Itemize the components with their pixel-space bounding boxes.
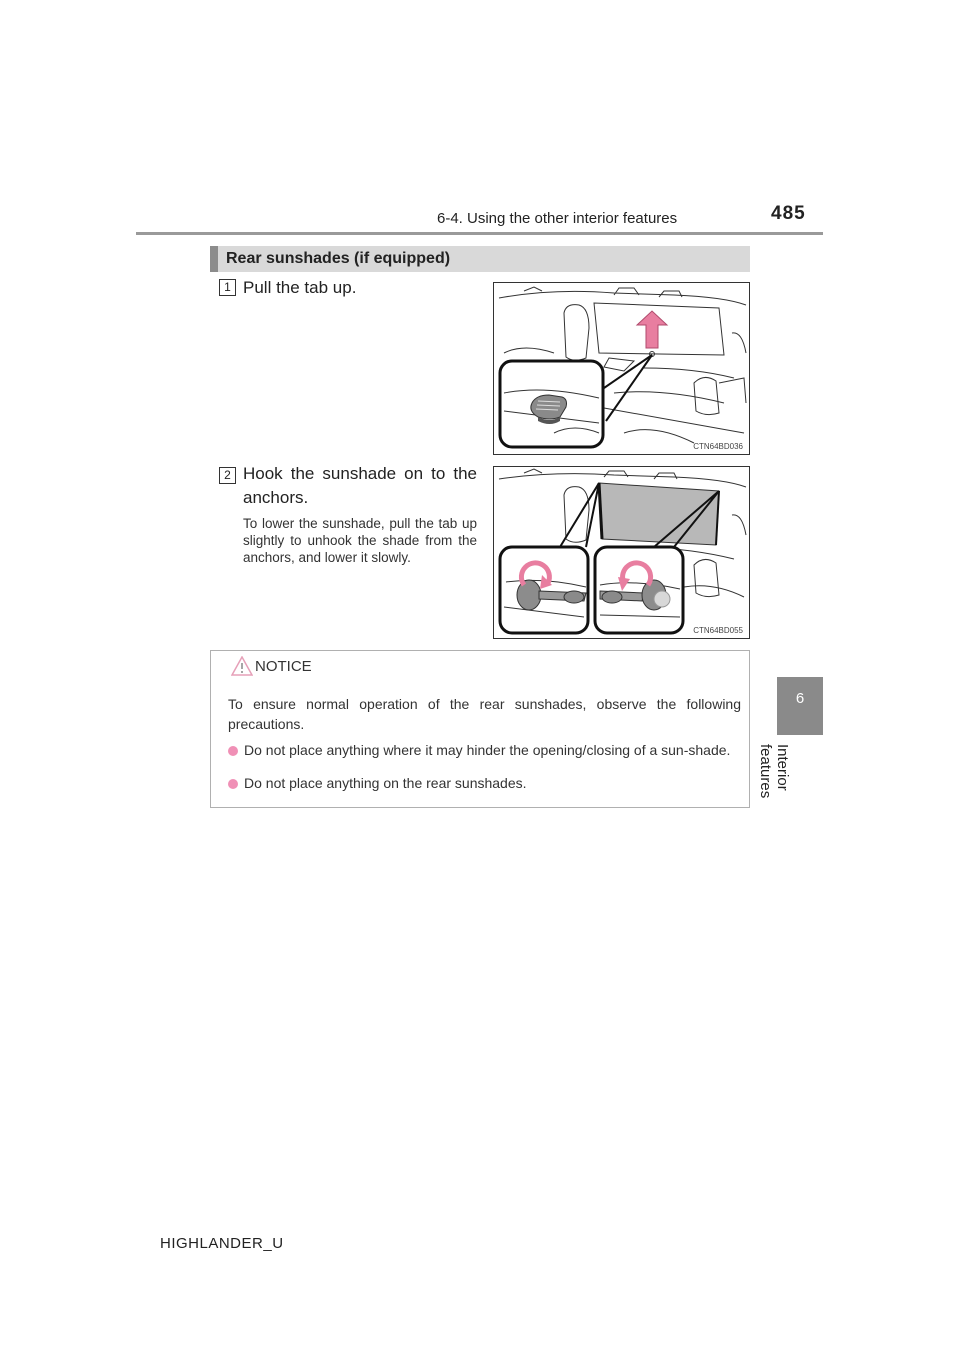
bullet-dot-icon xyxy=(228,746,238,756)
chapter-title: Interior features xyxy=(757,744,791,799)
step-2-note: To lower the sunshade, pull the tab up slightly to unhook the shade from the anchors, and lower it slowly. xyxy=(243,516,477,565)
page-number: 485 xyxy=(771,203,806,224)
step-2-number: 2 xyxy=(219,467,236,484)
section-heading xyxy=(210,246,750,272)
bullet-dot-icon xyxy=(228,779,238,789)
figure-code: CTN64BD055 xyxy=(693,626,743,635)
notice-header xyxy=(211,651,749,681)
chapter-number: 6 xyxy=(795,690,805,707)
step-1-figure xyxy=(493,282,750,455)
section-title: Rear sunshades (if equipped) xyxy=(226,250,451,267)
rear-cabin-sunshade-illustration xyxy=(494,467,750,639)
warning-triangle-icon xyxy=(231,656,253,676)
header-section-title: 6-4. Using the other interior features xyxy=(437,210,678,227)
step-2-figure xyxy=(493,466,750,639)
notice-intro: To ensure normal operation of the rear sunshades, observe the following precautions. xyxy=(228,696,741,732)
step-2-title: Hook the sunshade on to the anchors. xyxy=(243,464,477,507)
section-heading-bar xyxy=(210,246,218,272)
step-1-title: Pull the tab up. xyxy=(243,278,357,297)
notice-title: NOTICE xyxy=(255,658,312,675)
notice-bullet: Do not place anything on the rear sunshades. xyxy=(228,774,741,793)
pull-up-arrow-icon xyxy=(637,311,667,348)
chapter-tab xyxy=(777,677,823,735)
figure-code: CTN64BD036 xyxy=(693,442,743,451)
rear-cabin-illustration xyxy=(494,283,750,455)
notice-bullet: Do not place anything where it may hinder the opening/closing of a sun-shade. xyxy=(228,741,741,760)
step-1-number: 1 xyxy=(219,279,236,296)
notice-box xyxy=(210,650,750,808)
header-rule xyxy=(136,232,823,235)
footer-model: HIGHLANDER_U xyxy=(160,1235,284,1252)
